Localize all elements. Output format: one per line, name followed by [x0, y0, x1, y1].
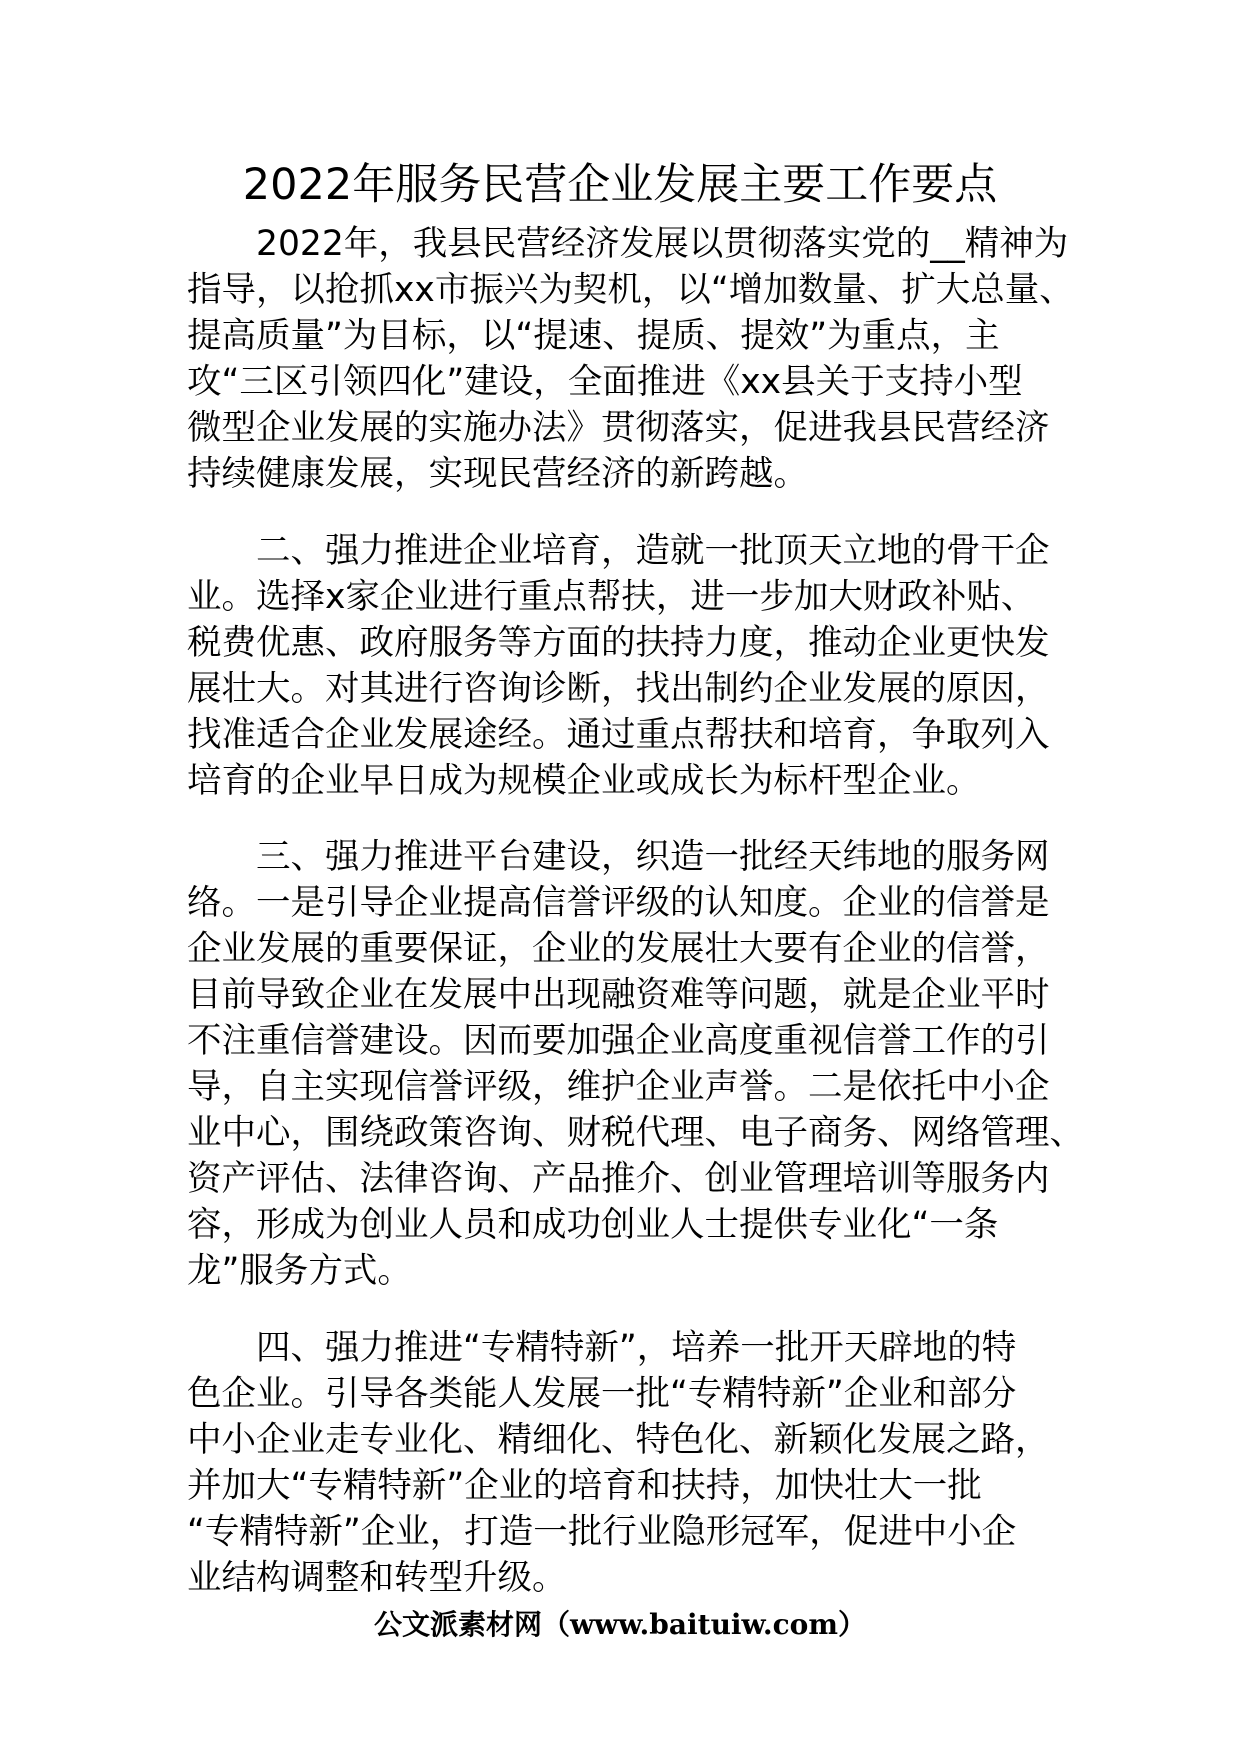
paragraph-line: 找准适合企业发展途经。通过重点帮扶和培育，争取列入: [187, 715, 1050, 755]
paragraph-line: 络。一是引导企业提高信誉评级的认知度。企业的信誉是: [187, 883, 1050, 923]
paragraph-line: 培育的企业早日成为规模企业或成长为标杆型企业。: [187, 761, 981, 801]
paragraph-line: 提高质量”为目标，以“提速、提质、提效”为重点，主: [187, 316, 1000, 356]
paragraph-line: 中小企业走专业化、精细化、特色化、新颖化发展之路，: [187, 1420, 1050, 1460]
paragraph-line: 不注重信誉建设。因而要加强企业高度重视信誉工作的引: [187, 1021, 1050, 1061]
paragraph-line: 指导，以抢抓xx市振兴为契机，以“增加数量、扩大总量、: [187, 270, 1074, 310]
paragraph-line: 色企业。引导各类能人发展一批“专精特新”企业和部分: [187, 1374, 1017, 1414]
paragraph-line: 资产评估、法律咨询、产品推介、创业管理培训等服务内: [187, 1159, 1050, 1199]
paragraph-line: 业中心，围绕政策咨询、财税代理、电子商务、网络管理、: [187, 1113, 1084, 1153]
paragraph-line: 导，自主实现信誉评级，维护企业声誉。二是依托中小企: [187, 1067, 1050, 1107]
paragraph-line: 税费优惠、政府服务等方面的扶持力度，推动企业更快发: [187, 623, 1050, 663]
paragraph-line: 并加大“专精特新”企业的培育和扶持，加快壮大一批: [187, 1466, 982, 1506]
paragraph-line: 四、强力推进“专精特新”，培养一批开天辟地的特: [256, 1328, 1017, 1368]
paragraph-line: 2022年，我县民营经济发展以贯彻落实党的__精神为: [256, 224, 1069, 264]
paragraph-line: “专精特新”企业，打造一批行业隐形冠军，促进中小企: [187, 1512, 1017, 1552]
paragraph-line: 企业发展的重要保证，企业的发展壮大要有企业的信誉，: [187, 929, 1050, 969]
paragraph-line: 三、强力推进平台建设，织造一批经天纬地的服务网: [256, 837, 1050, 877]
paragraph-line: 龙”服务方式。: [187, 1251, 412, 1291]
paragraph-line: 二、强力推进企业培育，造就一批顶天立地的骨干企: [256, 531, 1050, 571]
paragraph-line: 目前导致企业在发展中出现融资难等问题，就是企业平时: [187, 975, 1050, 1015]
paragraph-line: 容，形成为创业人员和成功创业人士提供专业化“一条: [187, 1205, 999, 1245]
paragraph-line: 持续健康发展，实现民营经济的新跨越。: [187, 454, 808, 494]
source-footer: 公文派素材网（www.baituiw.com）: [374, 1608, 866, 1641]
paragraph-line: 展壮大。对其进行咨询诊断，找出制约企业发展的原因，: [187, 669, 1050, 709]
paragraph-line: 攻“三区引领四化”建设，全面推进《xx县关于支持小型: [187, 362, 1023, 402]
paragraph-line: 微型企业发展的实施办法》贯彻落实，促进我县民营经济: [187, 408, 1050, 448]
paragraph-line: 业。选择x家企业进行重点帮扶，进一步加大财政补贴、: [187, 577, 1036, 617]
document-title: 2022年服务民营企业发展主要工作要点: [242, 160, 998, 210]
paragraph-line: 业结构调整和转型升级。: [187, 1558, 567, 1598]
